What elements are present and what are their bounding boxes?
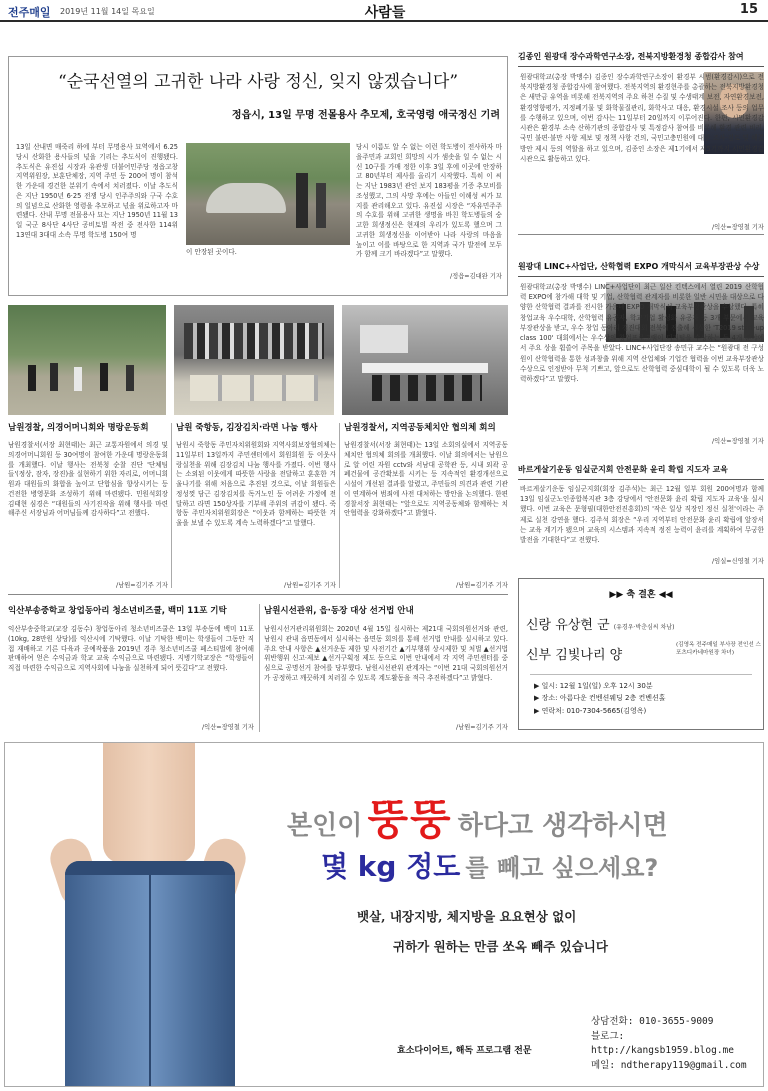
wedding-date-text: 일시: 12월 1일(일) 오후 12시 30분	[541, 682, 653, 690]
groom-parents: (유경우·박춘심씨 차남)	[613, 624, 675, 631]
article-3-body: 남원경찰서(서장 최현태)는 13일 소회의실에서 지역공동체치안 협의체 회의를 개최했다. 이날 회의에서는 남원으로 알 어린 자원 cctv와 서남대 공학관 등, 시내 외곽 공폐건물에 공간확보를 시키는 등 지속적인 환경개선으로 시설이 개선된 결과를 알렸고, 주민들의 의견과 관련 기관이 연계하여 범죄에 사전 대처하는 방안을 논의했다. 한편 경찰서장 최현태는 “앞으로도 지역공동체와 함께하는 치안협력을 강화하겠다”고 밝혔다.	[344, 441, 508, 518]
newspaper-logo: 전주매일	[8, 6, 51, 19]
bride-parents: (김영옥 전주매일 부사장 전인선 스포츠디카네마원장 차녀)	[676, 642, 761, 656]
divider	[171, 423, 172, 588]
triangle-right-icon: ▶▶	[609, 590, 627, 600]
lead-col-3: 당시 이름도 알 수 없는 이런 학도병이 전사하자 마을주민과 교회인 희망의 시가 샘솟을 일 수 없는 시신 10구를 가매 정한 이후 3일 후에 이곳에 안장하고 80년부터 제사를 올리기 시작했다. 특히 이 씨는 지난 1983년 관인 보지 183평을 기증 추모비를 조성했고, 그의 사망 후에는 아들인 이해성 씨가 묘지를 관리해오고 있다. 유진섭 시장은 “자유민주주의 수호를 위해 고귀한 생명을 바친 학도병들의 숭고한 희생정신은 현재의 우리가 있도록 했으며 그 고귀한 희생정신을 이어받아 나라 사랑의 마음을 높이고 이를 바탕으로 한 지역과 국가 발전에 모두가 함께 크기 바라겠다”고 말했다.	[356, 143, 502, 259]
article-3-credit: /남원=김기주 기자	[456, 582, 508, 589]
article-2-headline: 남원 죽항동, 김장김치·라면 나눔 행사	[176, 423, 318, 433]
lead-photo	[186, 143, 350, 245]
right-top-credit: /익산=장영철 기자	[712, 224, 764, 231]
ad-model-illustration	[25, 743, 275, 1087]
ad-subline-1: 뱃살, 내장지방, 체지방을 요요현상 없이	[357, 909, 577, 924]
article-5-credit: /남원=김기주 기자	[456, 724, 508, 731]
triangle-left-icon: ◀◀	[655, 590, 673, 600]
lead-col-2: 이 안장된 곳이다.	[186, 248, 237, 256]
ad-mail: 메일: ndtherapy119@gmail.com	[591, 1060, 747, 1072]
page-header	[0, 0, 768, 22]
right-mid-credit: /익산=장영철 기자	[712, 438, 764, 445]
divider	[530, 674, 752, 675]
divider	[518, 66, 764, 67]
article-5-headline: 남원시선관위, 읍·동장 대상 선거법 안내	[264, 606, 414, 616]
ad-line1-b: 뚱뚱	[367, 795, 453, 844]
bullet-icon: ▶	[534, 682, 542, 690]
ad-phone: 상담전화: 010-3655-9009	[591, 1016, 714, 1027]
bullet-icon: ▶	[534, 706, 542, 715]
ad-headline-2	[321, 845, 761, 885]
section-title: 사람들	[364, 5, 406, 21]
lead-subhead: 정읍시, 13일 무명 전몰용사 추모제, 호국영령 애국정신 기려	[231, 110, 500, 121]
divider	[518, 276, 764, 277]
right-low-credit: /임실=신영철 기자	[712, 558, 764, 565]
article-1-headline: 남원경찰, 의경어머니회와 명랑운동회	[8, 423, 149, 433]
divider	[259, 604, 260, 732]
right-mid-body: 원광대학교(총장 박맹수) LINC+사업단이 최근 일산 킨텍스에서 열린 2019 산학협력 EXPO에 참가해 대학 및 기업, 산학협력 관계자를 비롯한 일반 시민을 대상으로 다양한 산학협력 결과를 전시한 가운데 EXPO 개막식서 교육부장관상을 수상했다. 특히 창업교육 우수대학, 산학협력 유공자, 학교기업 활성화 유공자 등 3개 부문에서 교육부장관상을 받고, 우수 창업 동아리 경진대회 전북에 진출해 시상한 'T2019 start-up class 100' 대회에서는 우수상의 창업프로그램이 디지털을 수상하는 등 4개 분야에서 주요 상을 휩쓸어 주목을 받았다. LINC+사업단장 송민규 교수는 “원광대 전 구성원이 산학협력을 통한 성과창출 위해 지역 산업체와 기업간 협력을 이번 교육부장관상 수상으로 인정받아 무척 기쁘고, 앞으로도 산학협력 중심대학이 될 수 있도록 더욱 노력하겠다”고 말했다.	[520, 283, 764, 383]
lead-credit: /정읍=김대완 기자	[450, 273, 502, 280]
issue-date: 2019년 11월 14일 목요일	[60, 7, 155, 16]
groom-line	[526, 614, 764, 633]
ad-line2-a: 몇 kg 정도	[321, 850, 461, 883]
wedding-venue	[534, 692, 762, 704]
groom-name: 유상현 군	[555, 618, 610, 633]
divider	[518, 234, 764, 235]
right-top-body: 원광대학교(총장 박맹수) 김종인 장수과학연구소장이 환경부 시범(환경감시)으로 전북지방환경청 종합감사에 참여했다. 전북지역의 환경현주를 총괄하는 전북지방환경청은 새만금 유역을 비롯해 전북지역의 주요 하천 수질 및 수생태계 보전, 자연환경보전, 환경영향평가, 지정폐기물 및 화학물질관리, 화학사고 대응, 환경시설 조사 등의 업무를 수행하고 있으며, 이번 감사는 11일부터 20일까지 이루어진다. 한편, 시민환경감시관은 환경부 소속 산하기관의 종합감사 및 특정감사 참여를 비롯해 환경 관련 비리, 국민 불편·불만 사항 제보 및 정책 사항 건의, 국민고충민원에 대한 조사·검토 및 해결방안 제시 등의 역할을 하고 있으며, 김종인 소장은 제1기에서 제5기까지 시민환경감시관으로 활동하고 있다.	[520, 73, 764, 163]
wedding-contact	[534, 705, 762, 717]
wedding-contact-text: 연락처: 010-7304-5665(김영옥)	[541, 706, 647, 715]
ad-contact	[591, 1015, 763, 1074]
ad-blog: 블로그: http://kangsb1959.blog.me	[591, 1030, 734, 1057]
wedding-details	[534, 680, 762, 717]
wedding-date	[534, 680, 762, 692]
right-low-headline: 바르게살기운동 임실군지회 안전문화 윤리 확립 지도자 교육	[518, 465, 728, 474]
bullet-icon: ▶	[534, 694, 542, 703]
sports-day-photo	[8, 305, 166, 415]
article-2-credit: /남원=김기주 기자	[284, 582, 336, 589]
wedding-heading	[518, 590, 764, 601]
bride-label: 신부	[526, 648, 552, 663]
divider	[8, 594, 508, 595]
article-4-body: 익산부송중학교(교장 김동수) 창업동아리 청소년비즈쿨은 13일 부송동에 백미 11포(10kg, 28만원 상당)를 익산시에 기탁했다. 이날 기탁한 백미는 학생들이 그동안 직접 재배하고 기른 다육과 공예작품을 2019년 경주 청소년비즈쿨 페스티벌에 참여해 판매하여 얻은 수익금과 학교 교육 수익금으로 마련됐다. 지병기학교장은 “학생들이 직접 마련한 수익금으로 지역사회에 나눔을 실천하게 되어 뜻깊다”고 전했다.	[8, 625, 254, 672]
article-5-body: 남원시선거관리위원회는 2020년 4월 15일 실시하는 제21대 국회의원선거와 관련, 남원시 관내 읍면동에서 실시하는 읍면동 회의를 통해 선거법 안내를 실시하고 있다. 주요 안내 사항은 ▲선거운동 제한 및 사전기간 ▲기부행위 상시제한 및 처벌 ▲선거법 위반행위 신고·제보 ▲선거구획정 제도 등으로 이번 안내에서 각 지역 주민센터를 중심으로 공명선거 참여를 당부했다. 남원시선관위 관계자는 “이번 21대 국회의원선거가 공정하고 깨끗하게 치러질 수 있도록 계도활동을 적극 추진하겠다”고 밝혔다.	[264, 625, 508, 682]
wedding-venue-text: 장소: 아름다운 컨벤션웨딩 2층 컨벤션홀	[541, 694, 666, 703]
lead-headline: “순국선열의 고귀한 나라 사랑 정신, 잊지 않겠습니다”	[57, 72, 459, 92]
article-1-credit: /남원=김기주 기자	[116, 582, 168, 589]
police-meeting-photo	[342, 305, 508, 415]
groom-label: 신랑	[526, 618, 552, 633]
right-low-body: 바르게살기운동 임실군지회(회장 김주석)는 최근 12월 일부 회원 200여명과 함께 13일 임실군노인종합복지관 3층 강당에서 '안전문화 윤리 확립 지도자 교육'을 실시했다. 이번 교육은 문형필(대한안전진흥회)의 '작은 일상 직장인 정신 실천'이라는 주제로 실천 강연을 했다. 김주석 회장은 “우리 지역부터 안전문화 윤리 확립에 앞장서는 교육 계기가 됐으며 교육의 시스템과 지속적 정진 능력이 윤리를 계획하여 무궁한 발전을 기대한다”고 전했다.	[520, 485, 764, 545]
bride-name: 김빛나리 양	[555, 648, 623, 663]
wedding-heading-text: 축 결혼	[626, 590, 656, 600]
right-top-headline: 김종인 원광대 장수과학연구소장, 전북지방환경청 종합감사 참여	[518, 52, 744, 61]
ad-subline-2: 귀하가 원하는 만큼 쏘옥 빼주 있습니다	[393, 939, 608, 954]
article-4-headline: 익산부송중학교 창업동아리 청소년비즈쿨, 백미 11포 기탁	[8, 606, 227, 616]
article-3-headline: 남원경찰서, 지역공동체치안 협의체 회의	[344, 423, 496, 433]
article-1-body: 남원경찰서(서장 최현태)는 최근 교통자원에서 의경 및 의경어머니회원 등 30여명이 참여한 가운데 명랑운동회를 개최했다. 이날 행사는 전북청 순찰 진단 '단체팀들'(정상, 잠자, 장진)을 실현하기 위한 자리로, 어머니회원과 대원들의 화합을 높이고 단합심을 향상시키는 등 건전한 병영문화 조성하기 위해 마련됐다. 민원석회장 김태현 심경은 “대원들의 사기진작을 위해 행사를 마련해주신 서장님과 어머님들께 감사하다”고 전했다.	[8, 441, 168, 518]
lead-col-1: 13일 산내면 매죽리 하에 부터 무명용사 묘역에서 6.25 당시 산화한 용사들의 넋을 기리는 추도식이 진행됐다. 추도식은 유진섭 시장과 유관생 더불어민주당 정읍고창지역위원장, 보훈단체장, 지역 주민 등 200여 명이 참석한 가운데 경건한 분위기 속에서 치러졌다. 이날 추도식은 지난 1950년 6·25 전쟁 당시 인주주의와 구국 수호의 일념으로 산화한 영령을 추모하고 넋을 위로하고자 마련됐다. 산내 무명 전몰용사 묘는 지난 1950년 11월 13일 국군 8사단 4사단 공비토벌 작전 중 전사한 114위 13연대 3대대 소속 무명 학도병 150여 명	[16, 143, 178, 239]
kimchi-sharing-photo	[174, 305, 334, 415]
ad-headline-1	[287, 787, 757, 847]
article-4-credit: /익산=장영철 기자	[202, 724, 254, 731]
right-mid-headline: 원광대 LINC+사업단, 산학협력 EXPO 개막식서 교육부장관상 수상	[518, 262, 760, 271]
page-number: 15	[739, 2, 758, 17]
diet-advertisement	[4, 742, 764, 1087]
divider	[518, 479, 764, 480]
ad-line1-c: 하다고 생각하시면	[457, 811, 668, 841]
article-2-body: 남원시 죽항동 주민자치위원회와 지역사회보장협의체는 11일부터 13일까지 주민센터에서 회원회원 등 이웃사랑실천을 위해 김장김치 나눔 행사를 가졌다. 이번 행사는 소외된 이웃에게 따뜻한 사랑을 전달하고 훈훈한 겨울나기를 위해 처음으로 추진된 것으로, 이날 회원들은 정성껏 담근 김장김치를 독거노인 등 어려운 가정에 전달하고 라면 150상자를 기부해 주위의 귀감이 됐다. 죽항동 주민자치위원회장은 “이웃과 함께하는 따뜻한 겨울을 보낼 수 있도록 계속 노력하겠다”고 말했다.	[176, 441, 336, 527]
ad-line1-a: 본인이	[287, 811, 363, 841]
divider	[339, 423, 340, 588]
ad-brand: 효소다이어트, 해독 프로그램 전문	[397, 1046, 532, 1056]
ad-line2-b: 를 빼고 싶으세요?	[465, 854, 659, 882]
